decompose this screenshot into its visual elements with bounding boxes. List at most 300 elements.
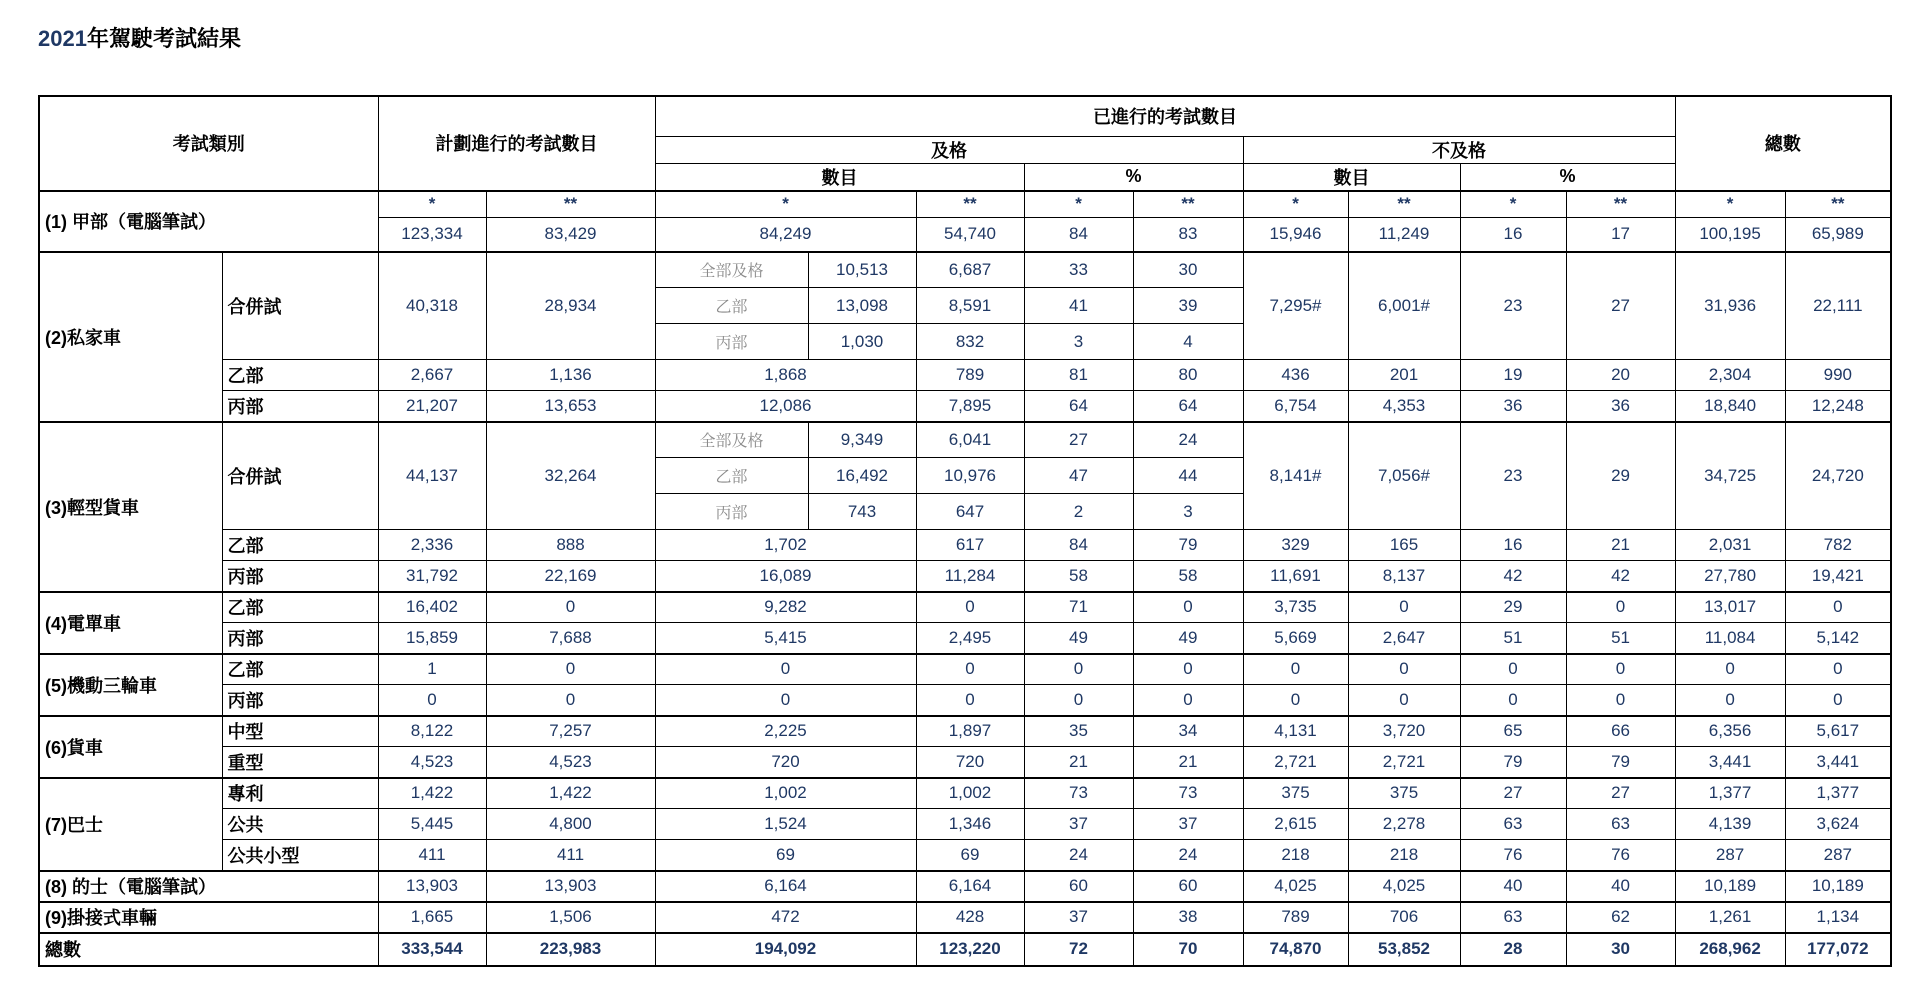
pass-num-star-cell: 1,702 — [655, 530, 916, 561]
fail-num-star-header: * — [1243, 191, 1348, 218]
pass-pct-star-cell: 27 — [1024, 422, 1133, 458]
total-star-cell: 18,840 — [1675, 391, 1785, 422]
fail-pct-star-cell: 0 — [1460, 685, 1566, 716]
total-dstar-cell: 5,142 — [1785, 623, 1891, 654]
pass-num-dstar-cell: 69 — [916, 840, 1024, 871]
fail-num-dstar-cell: 7,056# — [1348, 422, 1460, 530]
fail-num-star-cell: 74,870 — [1243, 933, 1348, 966]
planned-dstar-cell: 0 — [486, 592, 655, 623]
total-dstar-cell: 3,624 — [1785, 809, 1891, 840]
row-label: 總數 — [39, 933, 378, 966]
row-sub-label: 專利 — [222, 778, 378, 809]
total-star-cell: 3,441 — [1675, 747, 1785, 778]
pass-num-star-cell: 12,086 — [655, 391, 916, 422]
pass-pct-dstar-header: ** — [1133, 191, 1243, 218]
total-dstar-cell: 287 — [1785, 840, 1891, 871]
fail-num-dstar-cell: 375 — [1348, 778, 1460, 809]
total-star-header: * — [1675, 191, 1785, 218]
fail-num-dstar-cell: 8,137 — [1348, 561, 1460, 592]
fail-pct-star-cell: 0 — [1460, 654, 1566, 685]
planned-dstar-cell: 7,688 — [486, 623, 655, 654]
fail-num-star-cell: 3,735 — [1243, 592, 1348, 623]
fail-num-star-cell: 4,025 — [1243, 871, 1348, 902]
pass-pct-dstar-cell: 0 — [1133, 685, 1243, 716]
pass-breakdown-label: 全部及格 — [655, 422, 808, 458]
pass-num-star-cell: 720 — [655, 747, 916, 778]
pass-breakdown-label: 丙部 — [655, 494, 808, 530]
total-star-cell: 0 — [1675, 685, 1785, 716]
planned-dstar-header: ** — [486, 191, 655, 218]
total-dstar-cell: 1,377 — [1785, 778, 1891, 809]
col-header-fail-percent: % — [1460, 163, 1675, 191]
fail-pct-dstar-cell: 0 — [1566, 685, 1675, 716]
pass-num-star-cell: 16,089 — [655, 561, 916, 592]
planned-star-cell: 1 — [378, 654, 486, 685]
pass-num-star-cell: 472 — [655, 902, 916, 933]
planned-star-cell: 411 — [378, 840, 486, 871]
planned-star-cell: 123,334 — [378, 218, 486, 252]
pass-num-dstar-cell: 2,495 — [916, 623, 1024, 654]
planned-dstar-cell: 0 — [486, 654, 655, 685]
pass-breakdown-label: 乙部 — [655, 288, 808, 324]
pass-num-star-cell: 16,492 — [808, 458, 916, 494]
pass-pct-star-cell: 41 — [1024, 288, 1133, 324]
fail-pct-star-cell: 16 — [1460, 530, 1566, 561]
fail-pct-dstar-cell: 40 — [1566, 871, 1675, 902]
pass-pct-star-cell: 0 — [1024, 654, 1133, 685]
row-sub-label: 乙部 — [222, 654, 378, 685]
pass-pct-star-cell: 71 — [1024, 592, 1133, 623]
pass-num-star-cell: 13,098 — [808, 288, 916, 324]
fail-pct-star-cell: 40 — [1460, 871, 1566, 902]
pass-num-star-cell: 1,524 — [655, 809, 916, 840]
fail-num-star-cell: 2,721 — [1243, 747, 1348, 778]
total-dstar-header: ** — [1785, 191, 1891, 218]
pass-num-dstar-cell: 10,976 — [916, 458, 1024, 494]
planned-star-cell: 0 — [378, 685, 486, 716]
fail-pct-dstar-cell: 29 — [1566, 422, 1675, 530]
fail-num-dstar-cell: 4,025 — [1348, 871, 1460, 902]
fail-num-dstar-header: ** — [1348, 191, 1460, 218]
planned-star-cell: 5,445 — [378, 809, 486, 840]
pass-pct-dstar-cell: 37 — [1133, 809, 1243, 840]
fail-pct-dstar-cell: 62 — [1566, 902, 1675, 933]
fail-pct-dstar-cell: 27 — [1566, 252, 1675, 360]
pass-pct-dstar-cell: 64 — [1133, 391, 1243, 422]
planned-star-cell: 31,792 — [378, 561, 486, 592]
pass-num-dstar-cell: 1,897 — [916, 716, 1024, 747]
pass-num-star-cell: 1,030 — [808, 324, 916, 360]
pass-num-dstar-cell: 617 — [916, 530, 1024, 561]
fail-pct-dstar-cell: 42 — [1566, 561, 1675, 592]
total-dstar-cell: 3,441 — [1785, 747, 1891, 778]
total-star-cell: 13,017 — [1675, 592, 1785, 623]
fail-num-dstar-cell: 0 — [1348, 592, 1460, 623]
planned-dstar-cell: 22,169 — [486, 561, 655, 592]
fail-num-star-cell: 6,754 — [1243, 391, 1348, 422]
total-dstar-cell: 0 — [1785, 592, 1891, 623]
pass-num-star-cell: 9,349 — [808, 422, 916, 458]
row-sub-label: 丙部 — [222, 391, 378, 422]
fail-pct-dstar-cell: 51 — [1566, 623, 1675, 654]
pass-num-dstar-cell: 6,041 — [916, 422, 1024, 458]
planned-star-cell: 2,336 — [378, 530, 486, 561]
planned-dstar-cell: 83,429 — [486, 218, 655, 252]
fail-pct-star-cell: 36 — [1460, 391, 1566, 422]
row-group-label: (5)機動三輪車 — [39, 654, 222, 716]
pass-breakdown-label: 乙部 — [655, 458, 808, 494]
planned-dstar-cell: 4,800 — [486, 809, 655, 840]
pass-pct-star-cell: 73 — [1024, 778, 1133, 809]
results-table — [38, 95, 1892, 967]
total-dstar-cell: 0 — [1785, 685, 1891, 716]
pass-pct-star-header: * — [1024, 191, 1133, 218]
pass-num-star-header: * — [655, 191, 916, 218]
pass-num-dstar-cell: 1,002 — [916, 778, 1024, 809]
pass-pct-dstar-cell: 21 — [1133, 747, 1243, 778]
pass-num-dstar-cell: 54,740 — [916, 218, 1024, 252]
total-dstar-cell: 19,421 — [1785, 561, 1891, 592]
pass-pct-star-cell: 37 — [1024, 809, 1133, 840]
pass-num-star-cell: 743 — [808, 494, 916, 530]
pass-pct-star-cell: 35 — [1024, 716, 1133, 747]
fail-num-dstar-cell: 3,720 — [1348, 716, 1460, 747]
total-dstar-cell: 5,617 — [1785, 716, 1891, 747]
col-header-pass-number: 數目 — [655, 163, 1024, 191]
fail-pct-star-cell: 63 — [1460, 809, 1566, 840]
total-star-cell: 287 — [1675, 840, 1785, 871]
pass-num-star-cell: 5,415 — [655, 623, 916, 654]
total-star-cell: 34,725 — [1675, 422, 1785, 530]
fail-num-dstar-cell: 165 — [1348, 530, 1460, 561]
pass-pct-star-cell: 58 — [1024, 561, 1133, 592]
fail-pct-dstar-header: ** — [1566, 191, 1675, 218]
pass-pct-dstar-cell: 44 — [1133, 458, 1243, 494]
fail-pct-star-cell: 29 — [1460, 592, 1566, 623]
pass-pct-dstar-cell: 70 — [1133, 933, 1243, 966]
fail-pct-dstar-cell: 30 — [1566, 933, 1675, 966]
planned-star-cell: 15,859 — [378, 623, 486, 654]
fail-num-star-cell: 436 — [1243, 360, 1348, 391]
col-header-total: 總數 — [1675, 96, 1891, 191]
planned-star-cell: 333,544 — [378, 933, 486, 966]
row-group-label: (4)電單車 — [39, 592, 222, 654]
pass-num-star-cell: 9,282 — [655, 592, 916, 623]
pass-num-star-cell: 1,868 — [655, 360, 916, 391]
planned-dstar-cell: 28,934 — [486, 252, 655, 360]
fail-pct-star-cell: 28 — [1460, 933, 1566, 966]
pass-pct-dstar-cell: 3 — [1133, 494, 1243, 530]
row-sub-label: 乙部 — [222, 360, 378, 391]
fail-num-dstar-cell: 218 — [1348, 840, 1460, 871]
row-group-label: (6)貨車 — [39, 716, 222, 778]
fail-num-dstar-cell: 706 — [1348, 902, 1460, 933]
planned-dstar-cell: 0 — [486, 685, 655, 716]
row-group-label: (7)巴士 — [39, 778, 222, 871]
planned-dstar-cell: 13,653 — [486, 391, 655, 422]
pass-pct-dstar-cell: 58 — [1133, 561, 1243, 592]
fail-num-dstar-cell: 201 — [1348, 360, 1460, 391]
planned-star-cell: 2,667 — [378, 360, 486, 391]
planned-dstar-cell: 1,506 — [486, 902, 655, 933]
row-label: (9)掛接式車輛 — [39, 902, 378, 933]
total-star-cell: 10,189 — [1675, 871, 1785, 902]
pass-pct-dstar-cell: 80 — [1133, 360, 1243, 391]
fail-pct-dstar-cell: 20 — [1566, 360, 1675, 391]
pass-num-dstar-cell: 1,346 — [916, 809, 1024, 840]
planned-star-cell: 16,402 — [378, 592, 486, 623]
fail-num-dstar-cell: 2,721 — [1348, 747, 1460, 778]
pass-num-dstar-cell: 832 — [916, 324, 1024, 360]
fail-num-star-cell: 0 — [1243, 654, 1348, 685]
title-text: 年駕駛考試結果 — [86, 26, 241, 51]
pass-pct-star-cell: 81 — [1024, 360, 1133, 391]
total-dstar-cell: 1,134 — [1785, 902, 1891, 933]
fail-num-star-cell: 0 — [1243, 685, 1348, 716]
pass-num-dstar-cell: 123,220 — [916, 933, 1024, 966]
total-star-cell: 1,261 — [1675, 902, 1785, 933]
planned-dstar-cell: 1,422 — [486, 778, 655, 809]
pass-pct-dstar-cell: 79 — [1133, 530, 1243, 561]
pass-pct-dstar-cell: 39 — [1133, 288, 1243, 324]
row-sub-label: 公共 — [222, 809, 378, 840]
fail-num-dstar-cell: 0 — [1348, 654, 1460, 685]
total-star-cell: 27,780 — [1675, 561, 1785, 592]
pass-num-star-cell: 0 — [655, 654, 916, 685]
pass-pct-dstar-cell: 4 — [1133, 324, 1243, 360]
total-dstar-cell: 65,989 — [1785, 218, 1891, 252]
pass-num-star-cell: 10,513 — [808, 252, 916, 288]
fail-pct-star-cell: 19 — [1460, 360, 1566, 391]
planned-dstar-cell: 411 — [486, 840, 655, 871]
fail-num-star-cell: 218 — [1243, 840, 1348, 871]
total-star-cell: 11,084 — [1675, 623, 1785, 654]
fail-pct-star-cell: 63 — [1460, 902, 1566, 933]
fail-num-dstar-cell: 2,647 — [1348, 623, 1460, 654]
pass-pct-star-cell: 60 — [1024, 871, 1133, 902]
pass-pct-star-cell: 24 — [1024, 840, 1133, 871]
col-header-fail: 不及格 — [1243, 136, 1675, 163]
pass-num-dstar-cell: 6,164 — [916, 871, 1024, 902]
col-header-planned: 計劃進行的考試數目 — [378, 96, 655, 191]
pass-pct-star-cell: 49 — [1024, 623, 1133, 654]
pass-pct-star-cell: 21 — [1024, 747, 1133, 778]
pass-num-dstar-cell: 11,284 — [916, 561, 1024, 592]
planned-star-header: * — [378, 191, 486, 218]
pass-num-star-cell: 0 — [655, 685, 916, 716]
total-dstar-cell: 782 — [1785, 530, 1891, 561]
total-dstar-cell: 10,189 — [1785, 871, 1891, 902]
fail-num-star-cell: 7,295# — [1243, 252, 1348, 360]
row-label: (8) 的士（電腦筆試） — [39, 871, 378, 902]
planned-dstar-cell: 7,257 — [486, 716, 655, 747]
pass-num-star-cell: 69 — [655, 840, 916, 871]
pass-pct-dstar-cell: 60 — [1133, 871, 1243, 902]
col-header-pass: 及格 — [655, 136, 1243, 163]
planned-star-cell: 1,665 — [378, 902, 486, 933]
total-dstar-cell: 12,248 — [1785, 391, 1891, 422]
fail-pct-star-cell: 27 — [1460, 778, 1566, 809]
fail-pct-dstar-cell: 27 — [1566, 778, 1675, 809]
pass-num-star-cell: 6,164 — [655, 871, 916, 902]
fail-pct-dstar-cell: 76 — [1566, 840, 1675, 871]
fail-num-star-cell: 4,131 — [1243, 716, 1348, 747]
row-group-label: (3)輕型貨車 — [39, 422, 222, 592]
pass-num-dstar-cell: 0 — [916, 685, 1024, 716]
total-star-cell: 2,031 — [1675, 530, 1785, 561]
pass-pct-star-cell: 0 — [1024, 685, 1133, 716]
row-sub-label: 合併試 — [222, 252, 378, 360]
fail-num-dstar-cell: 0 — [1348, 685, 1460, 716]
pass-num-star-cell: 194,092 — [655, 933, 916, 966]
row-sub-label: 丙部 — [222, 561, 378, 592]
pass-pct-dstar-cell: 0 — [1133, 654, 1243, 685]
pass-pct-dstar-cell: 83 — [1133, 218, 1243, 252]
planned-dstar-cell: 13,903 — [486, 871, 655, 902]
pass-num-dstar-cell: 7,895 — [916, 391, 1024, 422]
pass-num-dstar-cell: 6,687 — [916, 252, 1024, 288]
pass-num-dstar-header: ** — [916, 191, 1024, 218]
pass-num-star-cell: 84,249 — [655, 218, 916, 252]
fail-pct-star-cell: 42 — [1460, 561, 1566, 592]
fail-num-star-cell: 329 — [1243, 530, 1348, 561]
row-sub-label: 乙部 — [222, 592, 378, 623]
total-star-cell: 2,304 — [1675, 360, 1785, 391]
pass-breakdown-label: 全部及格 — [655, 252, 808, 288]
col-header-fail-number: 數目 — [1243, 163, 1460, 191]
planned-star-cell: 44,137 — [378, 422, 486, 530]
planned-star-cell: 40,318 — [378, 252, 486, 360]
row-sub-label: 重型 — [222, 747, 378, 778]
pass-num-star-cell: 1,002 — [655, 778, 916, 809]
row-sub-label: 合併試 — [222, 422, 378, 530]
planned-star-cell: 1,422 — [378, 778, 486, 809]
row-sub-label: 中型 — [222, 716, 378, 747]
pass-pct-star-cell: 3 — [1024, 324, 1133, 360]
planned-star-cell: 13,903 — [378, 871, 486, 902]
fail-num-dstar-cell: 6,001# — [1348, 252, 1460, 360]
fail-pct-star-cell: 79 — [1460, 747, 1566, 778]
total-star-cell: 0 — [1675, 654, 1785, 685]
pass-pct-dstar-cell: 0 — [1133, 592, 1243, 623]
fail-pct-star-header: * — [1460, 191, 1566, 218]
title-year: 2021 — [38, 26, 87, 51]
pass-pct-star-cell: 72 — [1024, 933, 1133, 966]
pass-num-dstar-cell: 0 — [916, 592, 1024, 623]
fail-num-star-cell: 2,615 — [1243, 809, 1348, 840]
planned-star-cell: 4,523 — [378, 747, 486, 778]
pass-pct-star-cell: 84 — [1024, 530, 1133, 561]
pass-pct-star-cell: 64 — [1024, 391, 1133, 422]
pass-pct-star-cell: 2 — [1024, 494, 1133, 530]
planned-dstar-cell: 223,983 — [486, 933, 655, 966]
row-sub-label: 丙部 — [222, 685, 378, 716]
fail-num-star-cell: 8,141# — [1243, 422, 1348, 530]
fail-pct-dstar-cell: 79 — [1566, 747, 1675, 778]
fail-pct-star-cell: 23 — [1460, 252, 1566, 360]
fail-num-dstar-cell: 53,852 — [1348, 933, 1460, 966]
total-dstar-cell: 177,072 — [1785, 933, 1891, 966]
total-star-cell: 4,139 — [1675, 809, 1785, 840]
pass-num-dstar-cell: 720 — [916, 747, 1024, 778]
fail-pct-dstar-cell: 17 — [1566, 218, 1675, 252]
fail-pct-star-cell: 76 — [1460, 840, 1566, 871]
total-star-cell: 268,962 — [1675, 933, 1785, 966]
page-title — [38, 22, 241, 53]
total-dstar-cell: 990 — [1785, 360, 1891, 391]
pass-pct-star-cell: 84 — [1024, 218, 1133, 252]
total-star-cell: 1,377 — [1675, 778, 1785, 809]
pass-pct-star-cell: 37 — [1024, 902, 1133, 933]
pass-pct-dstar-cell: 34 — [1133, 716, 1243, 747]
fail-pct-star-cell: 16 — [1460, 218, 1566, 252]
pass-pct-dstar-cell: 49 — [1133, 623, 1243, 654]
pass-pct-dstar-cell: 38 — [1133, 902, 1243, 933]
fail-num-dstar-cell: 4,353 — [1348, 391, 1460, 422]
planned-dstar-cell: 1,136 — [486, 360, 655, 391]
fail-pct-dstar-cell: 0 — [1566, 654, 1675, 685]
pass-pct-star-cell: 33 — [1024, 252, 1133, 288]
row-sub-label: 公共小型 — [222, 840, 378, 871]
fail-pct-star-cell: 23 — [1460, 422, 1566, 530]
pass-pct-dstar-cell: 24 — [1133, 840, 1243, 871]
total-star-cell: 31,936 — [1675, 252, 1785, 360]
pass-pct-dstar-cell: 24 — [1133, 422, 1243, 458]
pass-pct-star-cell: 47 — [1024, 458, 1133, 494]
planned-dstar-cell: 4,523 — [486, 747, 655, 778]
fail-num-star-cell: 789 — [1243, 902, 1348, 933]
planned-dstar-cell: 32,264 — [486, 422, 655, 530]
fail-pct-dstar-cell: 63 — [1566, 809, 1675, 840]
total-dstar-cell: 0 — [1785, 654, 1891, 685]
pass-num-star-cell: 2,225 — [655, 716, 916, 747]
fail-pct-star-cell: 51 — [1460, 623, 1566, 654]
fail-num-dstar-cell: 2,278 — [1348, 809, 1460, 840]
pass-pct-dstar-cell: 30 — [1133, 252, 1243, 288]
fail-pct-dstar-cell: 66 — [1566, 716, 1675, 747]
fail-num-star-cell: 11,691 — [1243, 561, 1348, 592]
col-header-conducted: 已進行的考試數目 — [655, 96, 1675, 136]
pass-num-dstar-cell: 0 — [916, 654, 1024, 685]
fail-pct-star-cell: 65 — [1460, 716, 1566, 747]
fail-num-star-cell: 5,669 — [1243, 623, 1348, 654]
col-header-category: 考試類別 — [39, 96, 378, 191]
planned-dstar-cell: 888 — [486, 530, 655, 561]
fail-pct-dstar-cell: 36 — [1566, 391, 1675, 422]
row-sub-label: 乙部 — [222, 530, 378, 561]
pass-num-dstar-cell: 8,591 — [916, 288, 1024, 324]
fail-pct-dstar-cell: 0 — [1566, 592, 1675, 623]
col-header-pass-percent: % — [1024, 163, 1243, 191]
planned-star-cell: 21,207 — [378, 391, 486, 422]
pass-breakdown-label: 丙部 — [655, 324, 808, 360]
fail-num-star-cell: 375 — [1243, 778, 1348, 809]
fail-pct-dstar-cell: 21 — [1566, 530, 1675, 561]
total-star-cell: 100,195 — [1675, 218, 1785, 252]
pass-num-dstar-cell: 647 — [916, 494, 1024, 530]
row-group-label: (2)私家車 — [39, 252, 222, 422]
pass-num-dstar-cell: 428 — [916, 902, 1024, 933]
fail-num-star-cell: 15,946 — [1243, 218, 1348, 252]
row-label: (1) 甲部（電腦筆試） — [39, 191, 378, 252]
total-dstar-cell: 24,720 — [1785, 422, 1891, 530]
total-dstar-cell: 22,111 — [1785, 252, 1891, 360]
pass-pct-dstar-cell: 73 — [1133, 778, 1243, 809]
total-star-cell: 6,356 — [1675, 716, 1785, 747]
row-sub-label: 丙部 — [222, 623, 378, 654]
pass-num-dstar-cell: 789 — [916, 360, 1024, 391]
fail-num-dstar-cell: 11,249 — [1348, 218, 1460, 252]
